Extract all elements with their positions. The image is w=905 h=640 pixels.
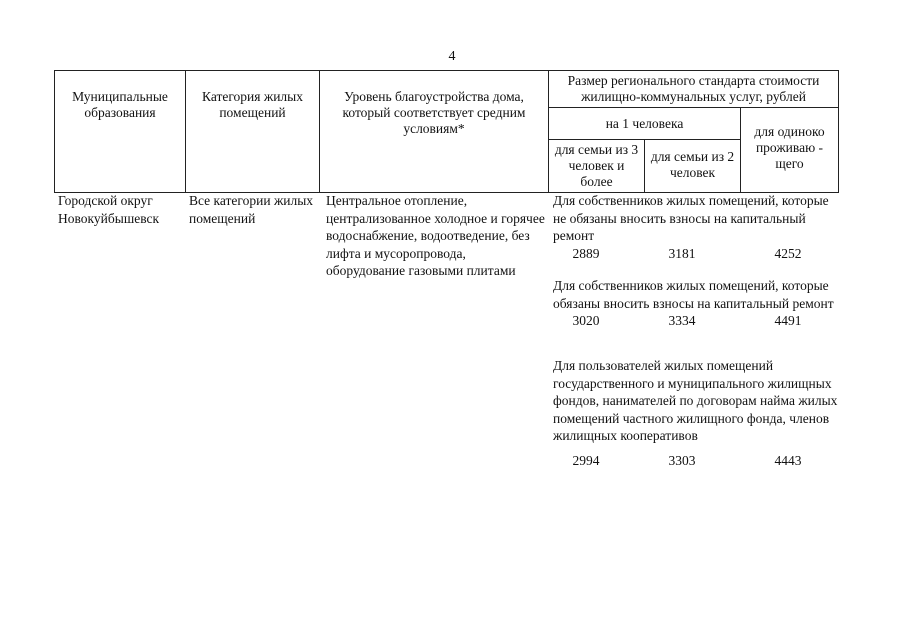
header-category: Категория жилых помещений — [186, 71, 320, 193]
tariff-group — [553, 357, 845, 471]
tariff-group — [553, 192, 845, 264]
tariff-group-description: Для собственников жилых помещений, которые не обязаны вносить взносы на капитальный ремонт — [553, 193, 829, 243]
value-family-3: 2994 — [572, 452, 600, 468]
value-single: 4491 — [774, 313, 802, 328]
header-municipality: Муниципальные образования — [55, 71, 186, 193]
header-per-person: на 1 человека — [549, 108, 741, 140]
tariff-values — [553, 313, 845, 331]
value-single: 4443 — [774, 452, 802, 468]
value-single: 4252 — [774, 245, 802, 261]
row-municipality: Городской округ Новокуйбышевск — [58, 193, 160, 226]
header-comfort-level: Уровень благоустройства дома, который соответствует средним условиям* — [320, 71, 549, 193]
value-family-2: 3334 — [668, 313, 696, 328]
header-standard-size: Размер регионального стандарта стоимости жилищно-коммунальных услуг, рублей — [549, 71, 839, 108]
tariff-values — [553, 453, 845, 471]
header-family-3: для семьи из 3 человек и более — [549, 140, 645, 193]
tariff-group-description: Для собственников жилых помещений, которые обязаны вносить взносы на капитальный ремонт — [553, 278, 834, 311]
row-category: Все категории жилых помещений — [189, 193, 314, 226]
value-family-2: 3303 — [668, 452, 696, 468]
row-comfort-level: Центральное отопление, централизованное холодное и горячее водоснабжение, водоотведение, без лифта и мусоропровода, оборудование газовыми плитами — [326, 193, 545, 278]
tariff-group — [553, 277, 845, 331]
header-table — [54, 70, 839, 193]
header-family-2: для семьи из 2 человек — [645, 140, 741, 193]
header-single-resident: для одиноко проживаю - щего — [741, 108, 839, 193]
tariff-group-description: Для пользователей жилых помещений государственного и муниципального жилищных фондов, нанимателей по договорам найма жилых помещений частного жилищного фонда, членов жилищных кооперативов — [553, 358, 838, 443]
value-family-3: 2889 — [572, 245, 600, 261]
page-number: 4 — [448, 49, 456, 64]
tariff-values — [553, 246, 845, 264]
value-family-3: 3020 — [572, 313, 600, 328]
value-family-2: 3181 — [668, 245, 696, 261]
